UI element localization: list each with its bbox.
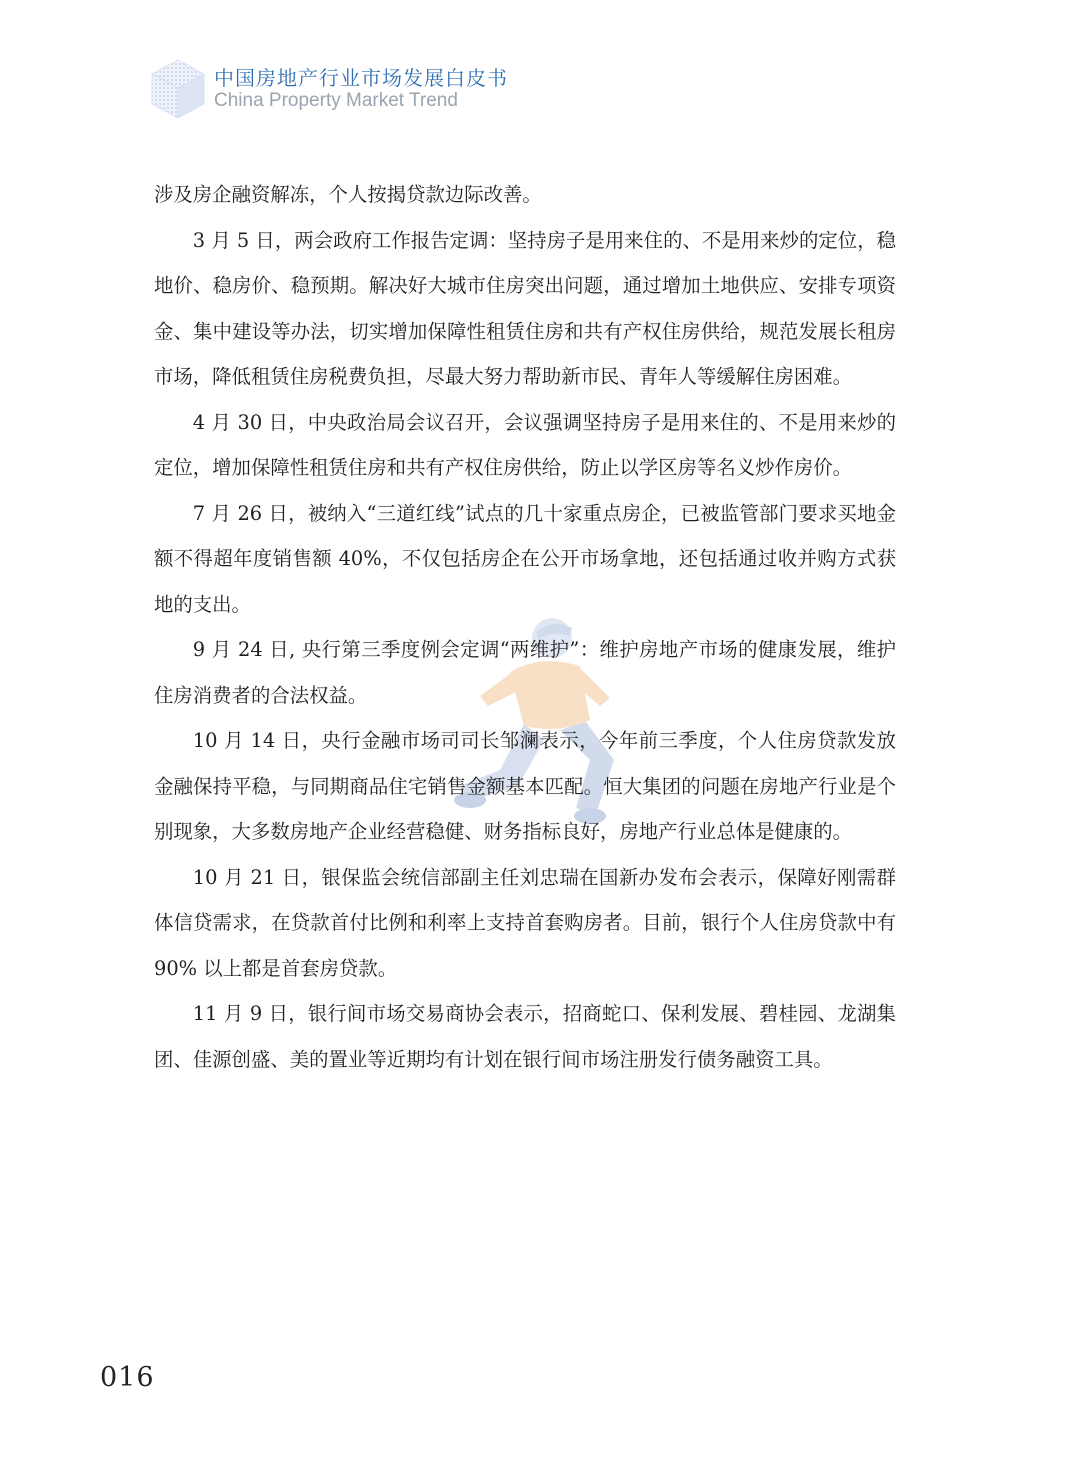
paragraph-3: 4 月 30 日，中央政治局会议召开，会议强调坚持房子是用来住的、不是用来炒的定位，增加保障性租赁住房和共有产权住房供给，防止以学区房等名义炒作房价。 — [154, 410, 896, 479]
page-number: 016 — [100, 1362, 155, 1393]
paragraph-7: 10 月 21 日，银保监会统信部副主任刘忠瑞在国新办发布会表示，保障好刚需群体信贷需求，在贷款首付比例和利率上支持首套购房者。目前，银行个人住房贷款中有 90% 以上都是首套房贷款。 — [154, 865, 896, 980]
article-body — [154, 172, 896, 1082]
header-title-en: China Property Market Trend — [214, 90, 458, 111]
cube-logo-icon — [150, 58, 206, 120]
paragraph-8: 11 月 9 日，银行间市场交易商协会表示，招商蛇口、保利发展、碧桂园、龙湖集团、佳源创盛、美的置业等近期均有计划在银行间市场注册发行债务融资工具。 — [154, 1002, 896, 1071]
paragraph-6: 10 月 14 日，央行金融市场司司长邹澜表示，今年前三季度，个人住房贷款发放金融保持平稳，与同期商品住宅销售金额基本匹配。恒大集团的问题在房地产行业是个别现象，大多数房地产企业经营稳健、财务指标良好，房地产行业总体是健康的。 — [154, 729, 896, 843]
paragraph-4: 7 月 26 日，被纳入“三道红线”试点的几十家重点房企，已被监管部门要求买地金额不得超年度销售额 40%，不仅包括房企在公开市场拿地，还包括通过收并购方式获地的支出。 — [154, 501, 896, 616]
paragraph-1: 涉及房企融资解冻，个人按揭贷款边际改善。 — [154, 183, 542, 206]
paragraph-5: 9 月 24 日, 央行第三季度例会定调“两维护”：维护房地产市场的健康发展，维护住房消费者的合法权益。 — [154, 638, 896, 707]
paragraph-2: 3 月 5 日，两会政府工作报告定调：坚持房子是用来住的、不是用来炒的定位，稳地价、稳房价、稳预期。解决好大城市住房突出问题，通过增加土地供应、安排专项资金、集中建设等办法，切实增加保障性租赁住房和共有产权住房供给，规范发展长租房市场，降低租赁住房税费负担，尽最大努力帮助新市民、青年人等缓解住房困难。 — [154, 228, 896, 388]
page-header — [150, 58, 650, 122]
header-title-cn: 中国房地产行业市场发展白皮书 — [214, 66, 508, 90]
